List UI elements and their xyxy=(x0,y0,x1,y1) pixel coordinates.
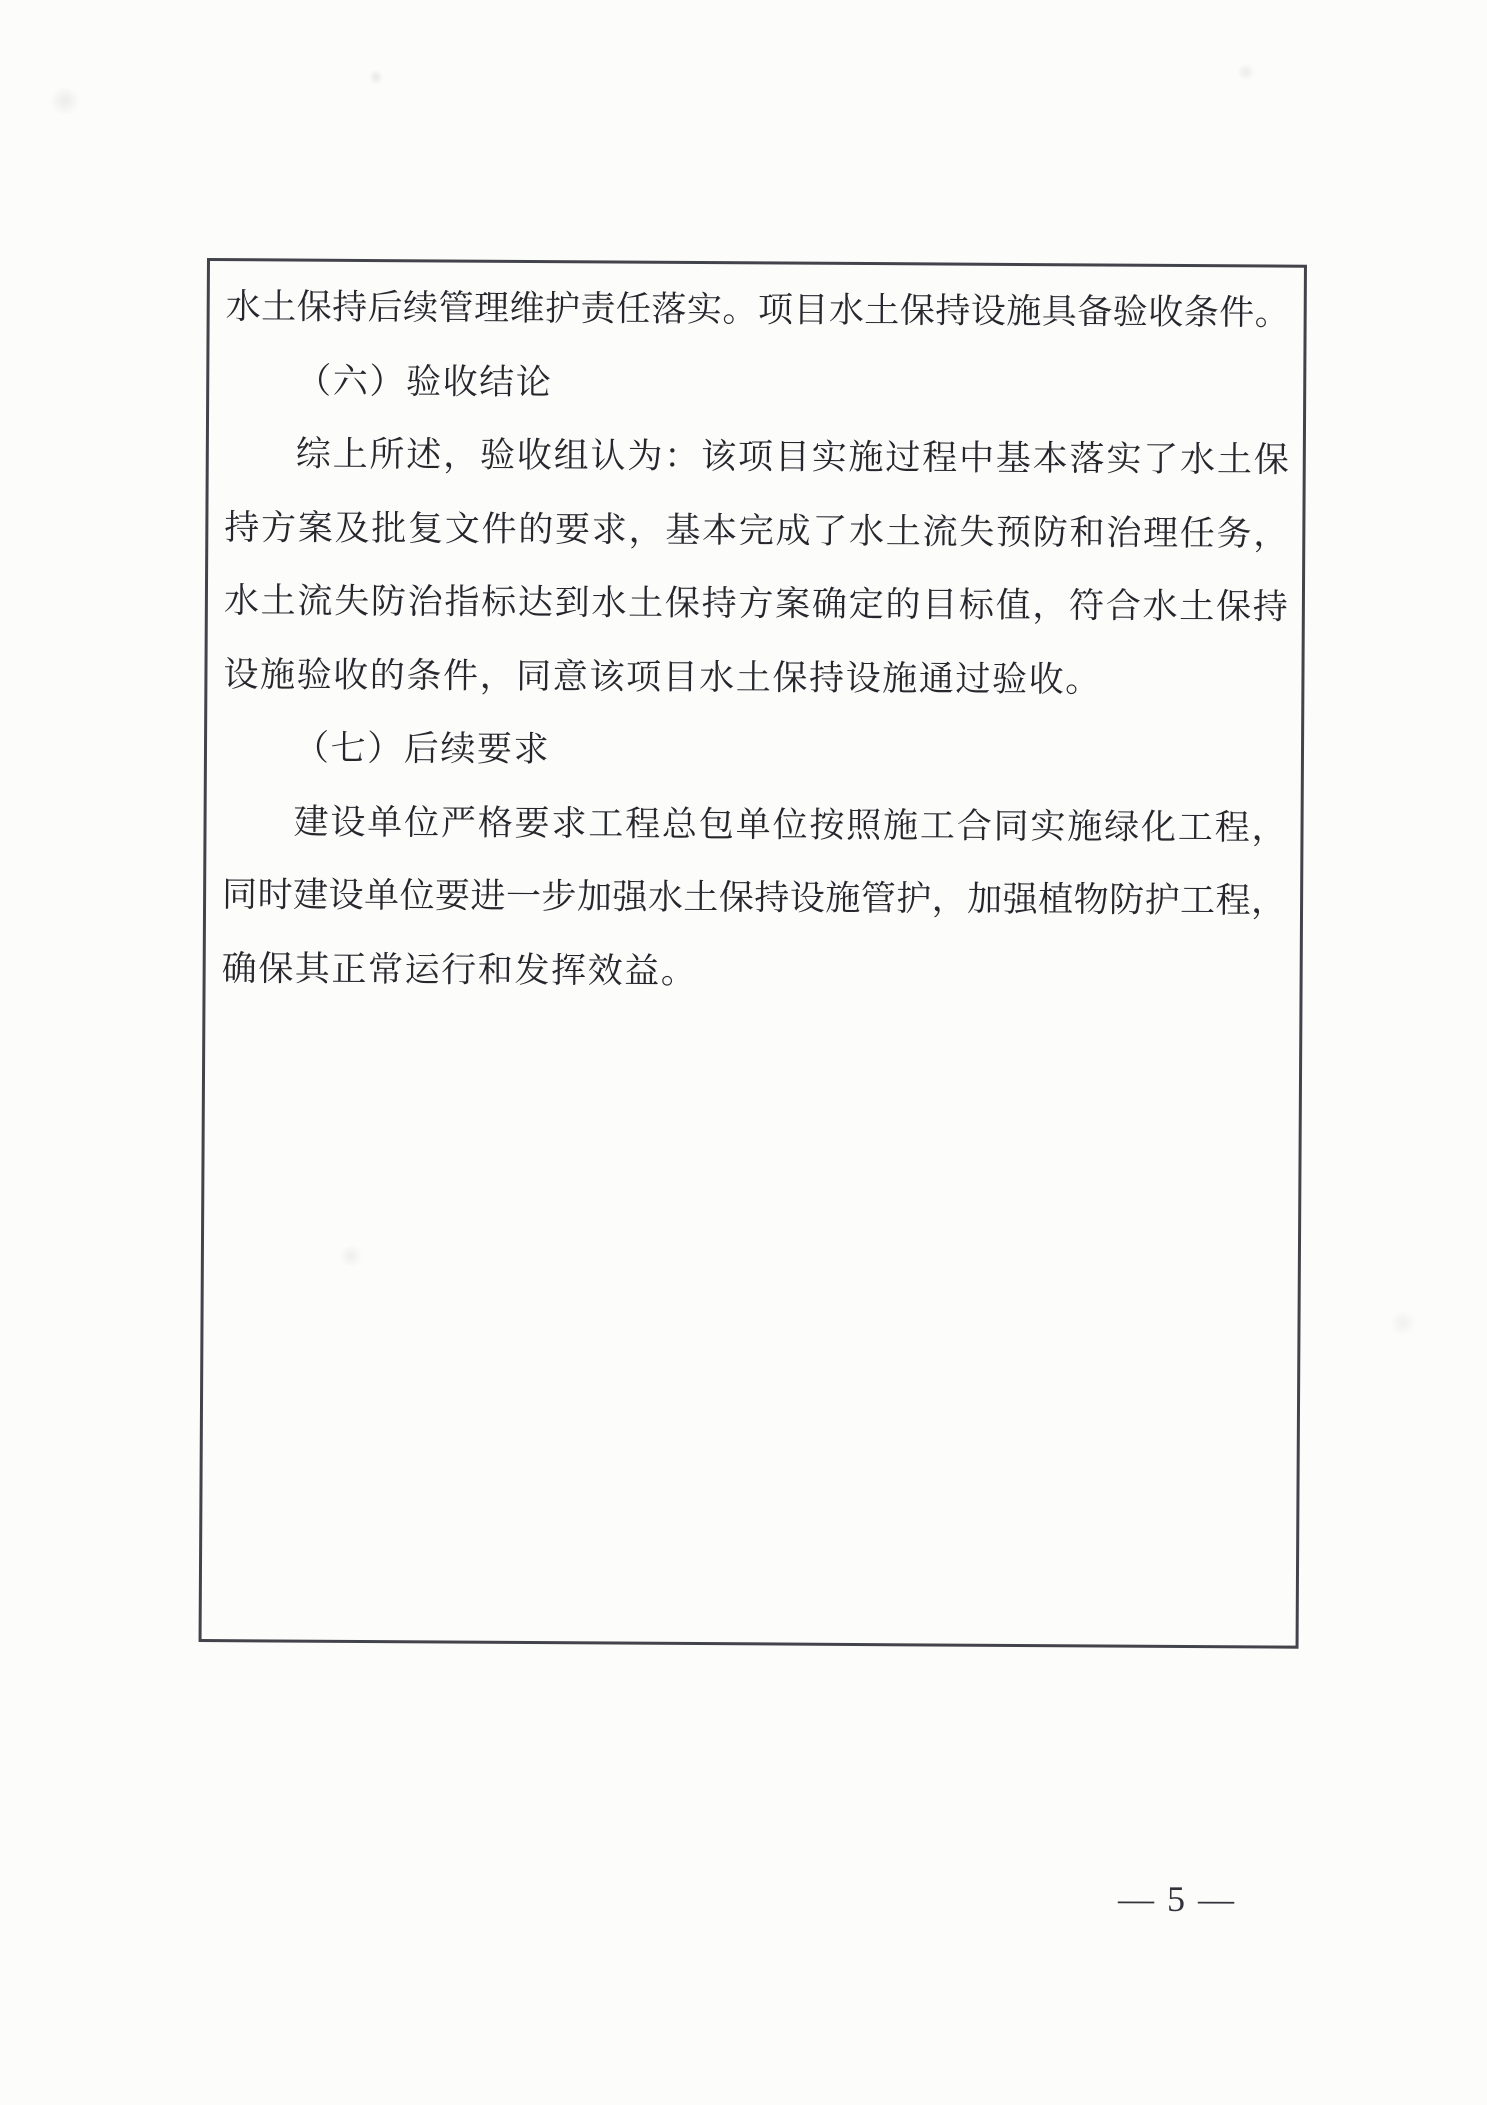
text-line: 水土流失防治指标达到水土保持方案确定的目标值，符合水土保持 xyxy=(223,581,1289,627)
text-line: 建设单位严格要求工程总包单位按照施工合同实施绿化工程， xyxy=(293,802,1287,848)
text-line: 持方案及批复文件的要求，基本完成了水土流失预防和治理任务， xyxy=(224,507,1289,554)
text-line: 综上所述，验收组认为：该项目实施过程中基本落实了水土保 xyxy=(295,434,1289,480)
scan-speck xyxy=(48,88,82,114)
scan-speck xyxy=(1236,64,1256,80)
scan-speck xyxy=(1388,1312,1418,1334)
page-number: — 5 — xyxy=(1117,1878,1237,1920)
text-line: 水土保持后续管理维护责任落实。项目水土保持设施具备验收条件。 xyxy=(225,287,1290,333)
document-text xyxy=(221,270,1289,1011)
text-line: （七）后续要求 xyxy=(293,728,551,770)
scan-speck xyxy=(368,70,384,84)
text-line: （六）验收结论 xyxy=(296,361,553,402)
text-line: 确保其正常运行和发挥效益。 xyxy=(221,948,698,991)
text-line: 同时建设单位要进一步加强水土保持设施管护，加强植物防护工程， xyxy=(221,875,1287,921)
document-border-box xyxy=(199,258,1307,1649)
text-line: 设施验收的条件，同意该项目水土保持设施通过验收。 xyxy=(223,654,1102,699)
